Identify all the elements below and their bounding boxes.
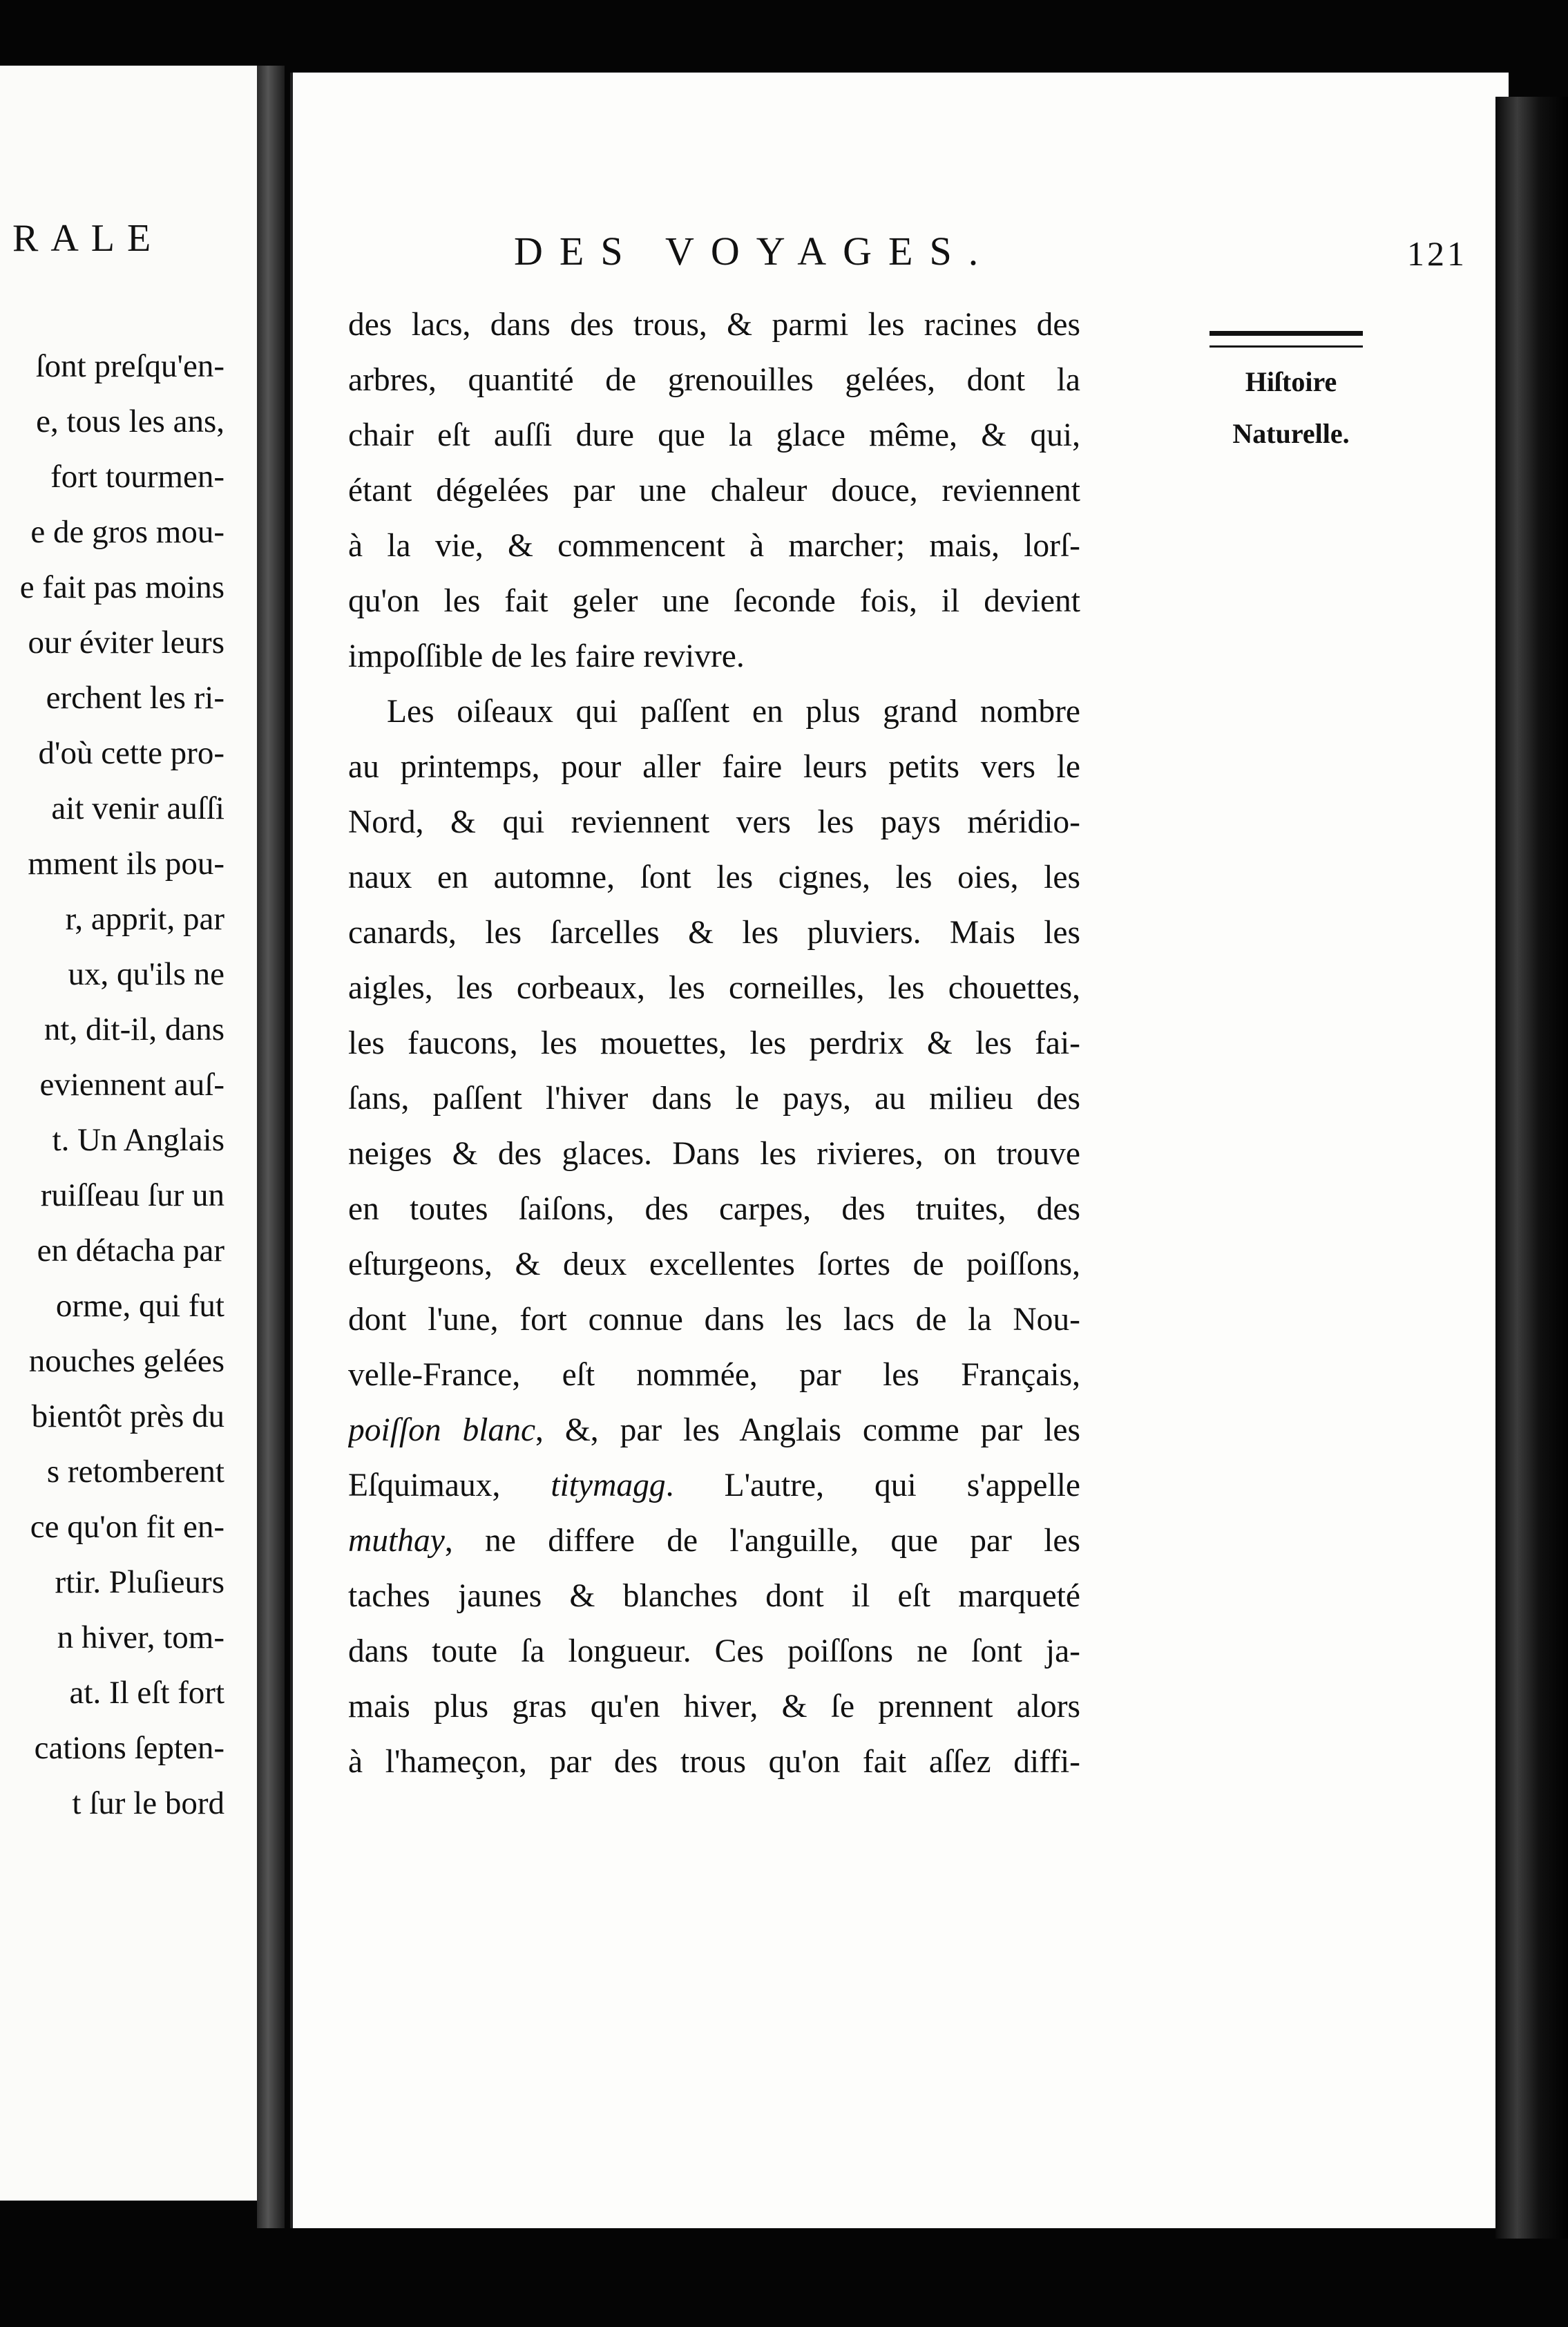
left-line: rtir. Pluſieurs [55,1564,224,1600]
left-line: e, tous les ans, [36,403,224,439]
running-head [514,228,1467,283]
text-line: en toutes ſaiſons, des carpes, des truites, des [348,1191,1080,1227]
left-line: nouches gelées [28,1343,224,1379]
left-line: cations ſepten- [34,1730,224,1766]
text-line: les faucons, les mouettes, les perdrix & les fai- [348,1025,1080,1061]
left-line: ſont preſqu'en- [35,348,224,384]
book-gutter [257,66,285,2228]
left-line: ux, qu'ils ne [68,956,224,992]
italic-term: poiſſon blanc [348,1412,536,1448]
left-line: erchent les ri- [46,680,224,716]
text-line: dans toute ſa longueur. Ces poiſſons ne ſont ja- [348,1633,1080,1669]
right-page [290,73,1509,2228]
left-line: e fait pas moins [19,569,224,605]
text-line: chair eſt auſſi dure que la glace même, & qui, [348,417,1080,453]
text-line: taches jaunes & blanches dont il eſt marqueté [348,1578,1080,1614]
text-line: ſans, paſſent l'hiver dans le pays, au milieu des [348,1081,1080,1117]
text-line: au printemps, pour aller faire leurs petits vers le [348,749,1080,785]
text-line: arbres, quantité de grenouilles gelées, dont la [348,362,1080,398]
text-line: à l'hameçon, par des trous qu'on fait aſſez diffi- [348,1744,1080,1780]
left-line: orme, qui fut [55,1288,224,1324]
left-line: en détacha par [37,1233,224,1269]
text-line: dont l'une, fort connue dans les lacs de la Nou- [348,1302,1080,1338]
left-line: d'où cette pro- [38,735,224,771]
text-line-italic-start: muthay, ne differe de l'anguille, que par les [348,1523,1080,1559]
page-edge [1495,97,1568,2239]
left-running-title: RALE [12,217,164,260]
left-line: our éviter leurs [28,625,224,661]
left-line: t ſur le bord [72,1785,224,1821]
text-line: Nord, & qui reviennent vers les pays méridio- [348,804,1080,840]
text-line: canards, les ſarcelles & les pluviers. Mais les [348,915,1080,951]
left-line: r, apprit, par [65,901,224,937]
left-line: nt, dit-il, dans [44,1011,224,1047]
running-title: DES VOYAGES. [514,229,995,274]
text-line: Les oiſeaux qui paſſent en plus grand nombre [387,694,1080,730]
text-line: à la vie, & commencent à marcher; mais, lorſ- [348,528,1080,564]
left-line: eviennent auſ- [39,1067,224,1103]
italic-term: titymagg [551,1468,666,1503]
text-line: neiges & des glaces. Dans les rivieres, on trouve [348,1136,1080,1172]
left-line: s retomberent [46,1454,224,1490]
left-line: at. Il eſt fort [69,1675,224,1711]
text-line: Eſquimaux, titymagg. L'autre, qui s'appelle [348,1468,1080,1503]
left-line: mment ils pou- [28,846,224,882]
margin-note-line: Hiſtoire [1245,366,1337,397]
left-page-text [0,339,224,1831]
text-line: étant dégelées par une chaleur douce, reviennent [348,473,1080,509]
italic-term: muthay [348,1523,445,1559]
text-line: velle-France, eſt nommée, par les Français, [348,1357,1080,1393]
left-line: t. Un Anglais [52,1122,224,1158]
text-line: eſturgeons, & deux excellentes ſortes de poiſſons, [348,1246,1080,1282]
body-text [348,297,1080,1789]
text-line: mais plus gras qu'en hiver, & ſe prennent alors [348,1689,1080,1725]
text-line: qu'on les fait geler une ſeconde fois, il devient [348,583,1080,619]
margin-note [1208,356,1374,459]
left-page [0,66,280,2201]
margin-note-line: Naturelle. [1232,418,1350,449]
left-line: e de gros mou- [30,514,224,550]
text-line: naux en automne, ſont les cignes, les oies, les [348,859,1080,895]
text-line: des lacs, dans des trous, & parmi les racines des [348,307,1080,343]
page-number: 121 [1407,234,1467,273]
left-line: ce qu'on fit en- [30,1509,224,1545]
left-line: ruiſſeau ſur un [40,1177,224,1213]
left-line: fort tourmen- [50,459,224,495]
text-line-italic-start: poiſſon blanc, &, par les Anglais comme par les [348,1412,1080,1448]
left-line: bientôt près du [31,1398,224,1434]
text-line: impoſſible de les faire revivre. [348,638,745,674]
left-line: n hiver, tom- [57,1620,224,1655]
margin-rule [1210,331,1363,348]
text-line: aigles, les corbeaux, les corneilles, les chouettes, [348,970,1080,1006]
left-line: ait venir auſſi [51,790,224,826]
